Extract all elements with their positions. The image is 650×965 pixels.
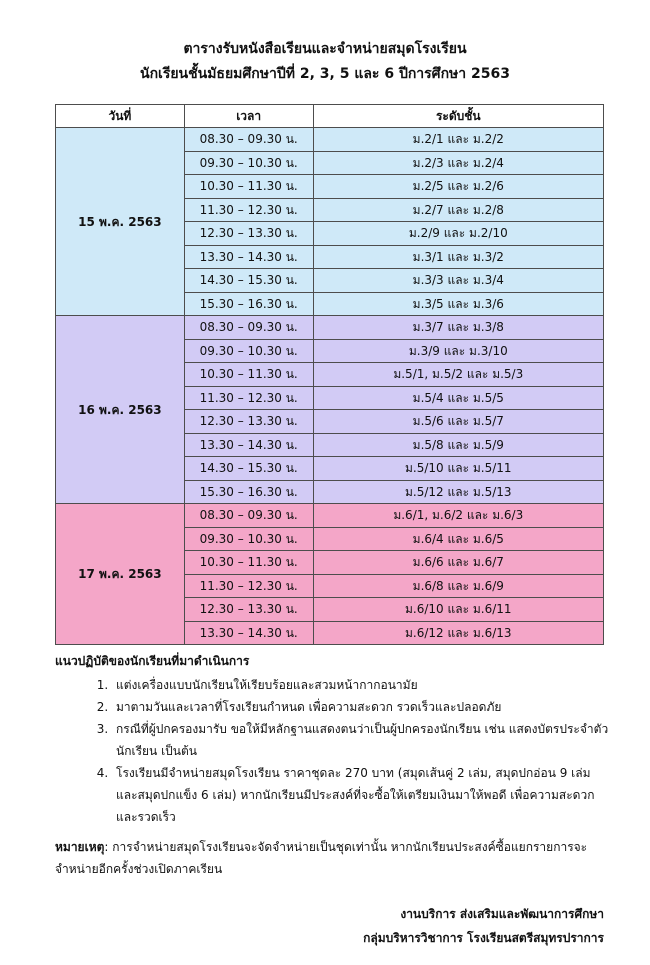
guidelines-heading: แนวปฏิบัติของนักเรียนที่มาดำเนินการ [55,654,250,668]
time-cell: 11.30 – 12.30 น. [184,386,313,410]
time-cell: 13.30 – 14.30 น. [184,245,313,269]
class-cell: ม.6/10 และ ม.6/11 [313,598,603,622]
time-cell: 09.30 – 10.30 น. [184,527,313,551]
schedule-body [56,128,604,645]
signature-department: งานบริการ ส่งเสริมและพัฒนาการศึกษา [400,907,604,921]
class-cell: ม.2/3 และ ม.2/4 [313,151,603,175]
signature-school: กลุ่มบริหารวิชาการ โรงเรียนสตรีสมุทรปราการ [363,931,604,945]
guideline-item: 1. แต่งเครื่องแบบนักเรียนให้เรียบร้อยและสวมหน้ากากอนามัย [112,674,615,696]
time-cell: 10.30 – 11.30 น. [184,363,313,387]
class-cell: ม.5/8 และ ม.5/9 [313,433,603,457]
class-cell: ม.6/6 และ ม.6/7 [313,551,603,575]
date-cell: 17 พ.ค. 2563 [56,504,185,645]
class-cell: ม.6/12 และ ม.6/13 [313,621,603,645]
header-class: ระดับชั้น [313,105,603,128]
class-cell: ม.3/9 และ ม.3/10 [313,339,603,363]
table-row [56,504,604,528]
time-cell: 13.30 – 14.30 น. [184,621,313,645]
class-cell: ม.6/1, ม.6/2 และ ม.6/3 [313,504,603,528]
time-cell: 11.30 – 12.30 น. [184,198,313,222]
time-cell: 14.30 – 15.30 น. [184,269,313,293]
time-cell: 15.30 – 16.30 น. [184,480,313,504]
table-row [56,128,604,152]
time-cell: 11.30 – 12.30 น. [184,574,313,598]
class-cell: ม.5/4 และ ม.5/5 [313,386,603,410]
class-cell: ม.2/5 และ ม.2/6 [313,175,603,199]
table-header-row [56,105,604,128]
guideline-item: 2. มาตามวันและเวลาที่โรงเรียนกำหนด เพื่อความสะดวก รวดเร็วและปลอดภัย [112,696,615,718]
time-cell: 12.30 – 13.30 น. [184,222,313,246]
class-cell: ม.5/1, ม.5/2 และ ม.5/3 [313,363,603,387]
time-cell: 09.30 – 10.30 น. [184,151,313,175]
time-cell: 12.30 – 13.30 น. [184,410,313,434]
class-cell: ม.3/7 และ ม.3/8 [313,316,603,340]
time-cell: 09.30 – 10.30 น. [184,339,313,363]
document-subtitle: นักเรียนชั้นมัธยมศึกษาปีที่ 2, 3, 5 และ 6 ปีการศึกษา 2563 [140,66,510,82]
class-cell: ม.6/4 และ ม.6/5 [313,527,603,551]
guidelines-section [55,650,615,828]
table-row [56,316,604,340]
date-cell: 15 พ.ค. 2563 [56,128,185,316]
class-cell: ม.2/9 และ ม.2/10 [313,222,603,246]
time-cell: 10.30 – 11.30 น. [184,175,313,199]
note-section [55,836,615,880]
time-cell: 12.30 – 13.30 น. [184,598,313,622]
class-cell: ม.2/7 และ ม.2/8 [313,198,603,222]
note-label: หมายเหตุ [55,840,105,854]
time-cell: 15.30 – 16.30 น. [184,292,313,316]
time-cell: 13.30 – 14.30 น. [184,433,313,457]
time-cell: 14.30 – 15.30 น. [184,457,313,481]
guideline-item: 3. กรณีที่ผู้ปกครองมารับ ขอให้มีหลักฐานแสดงตนว่าเป็นผู้ปกครองนักเรียน เช่น แสดงบัตรประจำตัวนักเรียน เป็นต้น [112,718,615,762]
class-cell: ม.3/1 และ ม.3/2 [313,245,603,269]
class-cell: ม.3/5 และ ม.3/6 [313,292,603,316]
class-cell: ม.5/10 และ ม.5/11 [313,457,603,481]
time-cell: 10.30 – 11.30 น. [184,551,313,575]
time-cell: 08.30 – 09.30 น. [184,504,313,528]
time-cell: 08.30 – 09.30 น. [184,128,313,152]
date-cell: 16 พ.ค. 2563 [56,316,185,504]
header-date: วันที่ [56,105,185,128]
guideline-item: 4. โรงเรียนมีจำหน่ายสมุดโรงเรียน ราคาชุดละ 270 บาท (สมุดเส้นคู่ 2 เล่ม, สมุดปกอ่อน 9 เล่ม และสมุดปกแข็ง 6 เล่ม) หากนักเรียนมีประสงค์ที่จะซื้อให้เตรียมเงินมาให้พอดี เพื่อความสะดวกและรวดเร็ว [112,762,615,828]
header-time: เวลา [184,105,313,128]
class-cell: ม.6/8 และ ม.6/9 [313,574,603,598]
class-cell: ม.5/6 และ ม.5/7 [313,410,603,434]
document-title: ตารางรับหนังสือเรียนและจำหน่ายสมุดโรงเรียน [183,41,467,57]
class-cell: ม.3/3 และ ม.3/4 [313,269,603,293]
class-cell: ม.5/12 และ ม.5/13 [313,480,603,504]
note-text: : การจำหน่ายสมุดโรงเรียนจะจัดจำหน่ายเป็นชุดเท่านั้น หากนักเรียนประสงค์ซื้อแยกรายการจะจำหน่ายอีกครั้งช่วงเปิดภาคเรียน [55,840,588,876]
time-cell: 08.30 – 09.30 น. [184,316,313,340]
schedule-table [55,104,604,645]
guidelines-list [55,674,615,828]
class-cell: ม.2/1 และ ม.2/2 [313,128,603,152]
